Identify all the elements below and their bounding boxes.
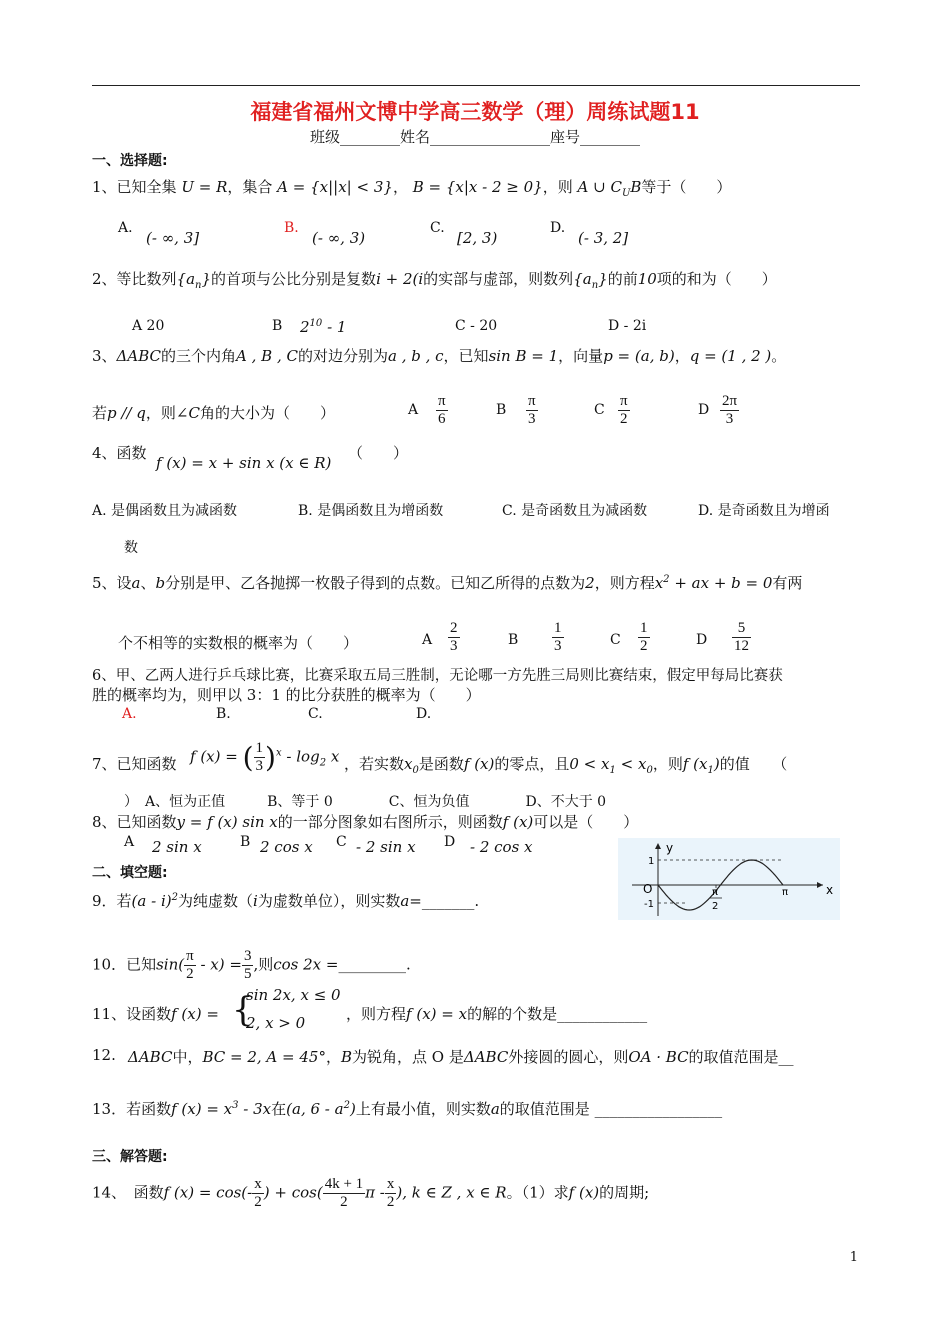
question-6-line1: 6、甲、乙两人进行乒乓球比赛，比赛采取五局三胜制，无论哪一方先胜三局则比赛结束，假定甲每局比赛获 xyxy=(92,668,783,684)
q3-option-c: $\frac{\pi}{2}$ xyxy=(620,393,628,427)
q1-option-d: (- 3, 2] xyxy=(578,229,629,247)
graph-tick-x2: π xyxy=(782,887,789,898)
q8-option-b-label: B xyxy=(240,834,251,850)
question-9: 9．若(a - i)$^2$为纯虚数（i为虚数单位），则实数a=_______. xyxy=(92,892,480,910)
q8-option-d: - 2 cos x xyxy=(470,838,533,856)
q4-option-a: A. 是偶函数且为减函数 xyxy=(92,503,238,519)
question-2: 2、等比数列$\{a_n\}$的首项与公比分别是复数i + 2(i的实部与虚部，则数列$\{a_n\}$的前10项的和为（ ） xyxy=(92,270,777,291)
graph-tick-x1-den: 2 xyxy=(712,901,719,912)
q5-option-d: $\frac{5}{12}$ xyxy=(734,620,749,654)
section-choice: 一、选择题: xyxy=(92,153,168,169)
question-3: 3、ΔABC的三个内角A , B , C的对边分别为a , b , c，已知sin B = 1，向量p = (a, b)，q = (1 , 2 )。 xyxy=(92,347,787,365)
question-4-paren: （ ） xyxy=(348,444,409,462)
q4-option-c: C. 是奇函数且为减函数 xyxy=(502,503,648,519)
q1-option-b: (- ∞, 3) xyxy=(312,229,366,247)
q1-option-a: (- ∞, 3] xyxy=(146,229,200,247)
section-fill: 二、填空题: xyxy=(92,865,168,881)
graph-origin-label: O xyxy=(643,882,653,896)
question-11: 11、设函数f (x) = xyxy=(92,1005,219,1023)
page-number: 1 xyxy=(849,1250,858,1265)
q1-option-d-label: D. xyxy=(550,220,566,236)
q1-option-c: [2, 3) xyxy=(457,229,498,247)
question-8: 8、已知函数y = f (x) sin x的一部分图象如右图所示，则函数f (x)可以是（ ） xyxy=(92,813,639,831)
q11-brace: { xyxy=(232,990,254,1030)
q1-option-b-label: B. xyxy=(284,220,299,236)
q5-option-a-label: A xyxy=(422,632,433,648)
question-1: 1、已知全集 U = R，集合 A = {x||x| < 3}， B = {x|x - 2 ≥ 0}，则 A ∪ $C_UB$等于（ ） xyxy=(92,178,732,199)
page-title: 福建省福州文博中学高三数学（理）周练试题11 xyxy=(250,100,700,124)
q11-case-2: 2, x > 0 xyxy=(246,1014,306,1032)
q5-option-a: $\frac{2}{3}$ xyxy=(450,620,458,654)
question-7-options: ） A、恒为正值 B、等于 0 C、恒为负值 D、不大于 0 xyxy=(124,794,607,810)
q6-option-b: B. xyxy=(216,706,231,722)
q8-option-b: 2 cos x xyxy=(260,838,313,856)
q5-option-b-label: B xyxy=(508,632,519,648)
question-7-rest: ，若实数$x_0$是函数f (x)的零点，且$0 < x_1 < x_0$，则f $(x_1)$的值 （ xyxy=(344,755,788,776)
graph-tick-yneg1: -1 xyxy=(644,899,654,910)
q4-option-b: B. 是偶函数且为增函数 xyxy=(298,503,444,519)
graph-y-label: y xyxy=(666,841,674,855)
q3-option-b-label: B xyxy=(496,402,507,418)
q6-option-c: C. xyxy=(308,706,323,722)
q3-option-d: $\frac{2\pi}{3}$ xyxy=(722,393,738,427)
question-5: 5、设a、b分别是甲、乙各抛掷一枚骰子得到的点数。已知乙所得的点数为2，则方程$x^2$ + ax + b = 0有两 xyxy=(92,574,803,592)
q8-option-c: - 2 sin x xyxy=(356,838,416,856)
q8-option-a-label: A xyxy=(124,834,135,850)
q4-option-d-cont: 数 xyxy=(124,540,138,556)
q5-option-c: $\frac{1}{2}$ xyxy=(640,620,648,654)
student-info-line: 班级________姓名________________座号________ xyxy=(309,128,640,146)
question-4: 4、函数 xyxy=(92,444,147,462)
q5-option-d-label: D xyxy=(696,632,708,648)
q3-option-d-label: D xyxy=(698,402,710,418)
q3-option-b: $\frac{\pi}{3}$ xyxy=(528,393,536,427)
q1-option-a-label: A. xyxy=(118,220,133,236)
q2-option-a: A 20 xyxy=(132,318,165,334)
question-12-body: ΔABC中，BC = 2, A = 45°，B为锐角，点 O 是ΔABC外接圆的圆心，则OA · BC的取值范围是__ xyxy=(128,1048,794,1066)
question-4-function: f (x) = x + sin x (x ∈ R) xyxy=(156,454,332,472)
q5-option-b: $\frac{1}{3}$ xyxy=(554,620,562,654)
q2-option-d: D - 2i xyxy=(608,318,647,334)
q8-option-c-label: C xyxy=(336,834,347,850)
q3-option-a: $\frac{\pi}{6}$ xyxy=(438,393,446,427)
question-13: 13．若函数f $(x) = x^3 - 3x$在(a, $6 - a^2$)上有最小值，则实数a的取值范围是 _________________ xyxy=(92,1100,723,1118)
question-14: 14、 函数f (x) = cos(- $\frac{x}{2}$ ) + cos( $\frac{4k + 1}{2}$ π - $\frac{x}{2}$ ), k ∈ Z , x ∈ R。（1）求f (x)的周期; xyxy=(92,1176,650,1210)
q6-option-d: D. xyxy=(416,706,432,722)
question-10: 10．已知sin( $\frac{\pi}{2}$ - x) = $\frac{3}{5}$ ,则cos 2x =_________. xyxy=(92,948,411,982)
q3-option-a-label: A xyxy=(408,402,419,418)
q5-option-c-label: C xyxy=(610,632,621,648)
q2-option-b-label: B xyxy=(272,318,283,334)
q2-option-c: C - 20 xyxy=(455,318,498,334)
question-5-line2: 个不相等的实数根的概率为（ ） xyxy=(118,634,359,652)
top-rule xyxy=(92,85,860,86)
q4-option-d: D. 是奇函数且为增函 xyxy=(698,503,830,519)
q8-option-a: 2 sin x xyxy=(152,838,202,856)
q11-case-1: sin 2x, x ≤ 0 xyxy=(246,986,341,1004)
question-7-function: f (x) = ( $\frac{1}{3}$ )$^x - \log_2 x$ xyxy=(190,740,340,774)
question-12: 12. xyxy=(92,1046,116,1064)
q8-option-d-label: D xyxy=(444,834,456,850)
graph-tick-y1: 1 xyxy=(648,856,655,867)
question-11-rest: ，则方程f (x) = x的解的个数是____________ xyxy=(346,1005,648,1023)
q6-option-a: A. xyxy=(122,706,137,722)
function-graph xyxy=(618,838,840,920)
question-6-line2: 胜的概率均为，则甲以 3：1 的比分获胜的概率为（ ） xyxy=(92,686,481,704)
q1-option-c-label: C. xyxy=(430,220,445,236)
graph-x-label: x xyxy=(826,883,834,897)
question-3-line2: 若p // q，则∠C角的大小为（ ） xyxy=(92,404,335,422)
section-answer: 三、解答题: xyxy=(92,1149,168,1165)
q3-option-c-label: C xyxy=(594,402,605,418)
question-7: 7、已知函数 xyxy=(92,755,177,773)
graph-tick-x1-num: π xyxy=(712,887,719,898)
q2-option-b: $2^{10} - 1$ xyxy=(300,318,347,336)
